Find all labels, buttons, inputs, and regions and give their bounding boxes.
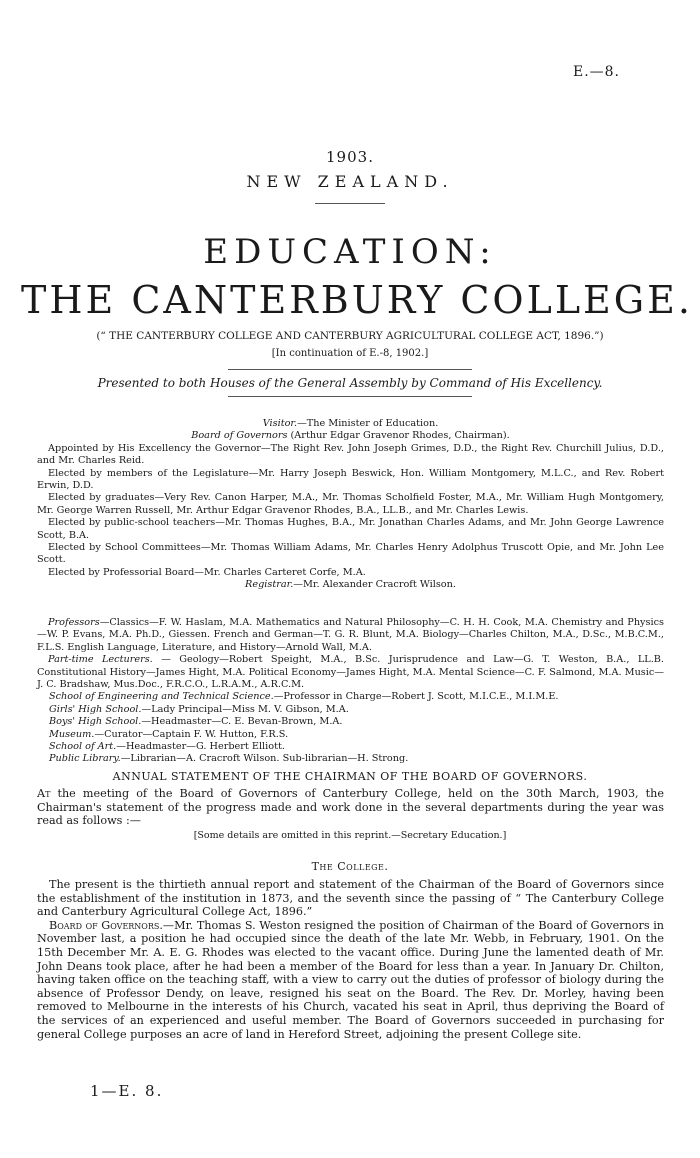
- governance-section: [37, 418, 664, 592]
- footer-reference: 1—E. 8.: [90, 1082, 164, 1100]
- lecturers-list: Part-time Lecturers. — Geology—Robert Speight, M.A., B.Sc. Jurisprudence and Law—G. T. Weston, B.A., LL.B. Constitutional History—James Hight, M.A. Political Economy—James Hight, M.A. Mental Science—C. F. Salmond, M.A. Music—J. C. Bradshaw, Mus.Doc., F.R.C.O., L.R.A.M., A.R.C.M.: [37, 654, 664, 691]
- reprint-note: [Some details are omitted in this reprint.—Secretary Education.]: [193, 830, 507, 841]
- teacher-members: Elected by public-school teachers—Mr. Thomas Hughes, B.A., Mr. Jonathan Charles Adams, and Mr. John George Lawrence Scott, B.A.: [37, 517, 664, 541]
- document-subtitle: THE CANTERBURY COLLEGE.: [21, 278, 693, 322]
- museum-line: Museum.—Curator—Captain F. W. Hutton, F.R.S.: [49, 728, 289, 740]
- engineering-line: School of Engineering and Technical Science.—Professor in Charge—Robert J. Scott, M.I.C.E., M.I.M.E.: [49, 691, 559, 703]
- statement-body: [37, 878, 664, 1041]
- registrar-line: Registrar.—Mr. Alexander Cracroft Wilson.: [245, 579, 456, 591]
- presented-line: Presented to both Houses of the General Assembly by Command of His Excellency.: [97, 376, 603, 390]
- college-heading: The College.: [311, 860, 389, 873]
- paragraph: The present is the thirtieth annual report and statement of the Chairman of the Board of Governors since the establishment of the institution in 1873, and the seventh since the passing of “ The Canterbury College and Canterbury Agricultural College Act, 1896.”: [37, 878, 664, 919]
- board-line: Board of Governors (Arthur Edgar Gravenor Rhodes, Chairman).: [191, 430, 510, 442]
- girls-school-line: Girls' High School.—Lady Principal—Miss M. V. Gibson, M.A.: [49, 703, 349, 715]
- professors-list: Professors—Classics—F. W. Haslam, M.A. Mathematics and Natural Philosophy—C. H. H. Cook, M.A. Chemistry and Physics—W. P. Evans, M.A. Ph.D., Giessen. French and German—T. G. R. Blunt, M.A. Biology—Charles Chilton, M.A., D.Sc., M.B.C.M., F.L.S. English Language, Literature, and History—Arnold Wall, M.A.: [37, 617, 664, 653]
- committee-members: Elected by School Committees—Mr. Thomas William Adams, Mr. Charles Henry Adolphus Truscott Opie, and Mr. John Lee Scott.: [37, 542, 664, 566]
- document-title: EDUCATION:: [203, 232, 497, 272]
- visitor-line: Visitor.—The Minister of Education.: [262, 418, 439, 429]
- divider: [228, 369, 472, 370]
- staff-section: [37, 617, 664, 766]
- document-country: NEW ZEALAND.: [246, 172, 454, 191]
- library-line: Public Library.—Librarian—A. Cracroft Wilson. Sub-librarian—H. Strong.: [49, 753, 409, 765]
- professorial-member: Elected by Professorial Board—Mr. Charles Carteret Corfe, M.A.: [48, 566, 366, 578]
- paragraph: Board of Governors.—Mr. Thomas S. Weston resigned the position of Chairman of the Board of Governors in November last, a position he had occupied since the death of the late Mr. Webb, in February, 1901. On the 15th December Mr. A. E. G. Rhodes was elected to the vacant office. During June the lamented death of Mr. John Deans took place, after he had been a member of the Board for less than a year. In January Dr. Chilton, having taken office on the teaching staff, with a view to carry out the duties of professor of biology during the absence of Professor Dendy, on leave, resigned his seat on the Board. The Rev. Dr. Morley, having been removed to Melbourne in the interests of his Church, vacated his seat in April, thus depriving the Board of the services of an experienced and useful member. The Board of Governors succeeded in purchasing for general College purposes an acre of land in Hereford Street, adjoining the present College site.: [37, 918, 664, 1041]
- divider: [228, 396, 472, 397]
- legislature-members: Elected by members of the Legislature—Mr. Harry Joseph Beswick, Hon. William Montgomery, M.L.C., and Rev. Robert Erwin, D.D.: [37, 467, 664, 492]
- page-reference: E.—8.: [572, 64, 620, 80]
- document-year: 1903.: [326, 148, 374, 166]
- appointed-members: Appointed by His Excellency the Governor—The Right Rev. John Joseph Grimes, D.D., the Right Rev. Churchill Julius, D.D., and Mr. Charles Reid.: [37, 442, 664, 467]
- art-school-line: School of Art.—Headmaster—G. Herbert Elliott.: [49, 741, 285, 753]
- continuation-note: [In continuation of E.-8, 1902.]: [271, 348, 429, 359]
- statement-intro: At the meeting of the Board of Governors of Canterbury College, held on the 30th March, 1903, the Chairman's statement of the progress made and work done in the several departments during the year was read as follows :—: [37, 787, 664, 828]
- graduate-members: Elected by graduates—Very Rev. Canon Harper, M.A., Mr. Thomas Scholfield Foster, M.A., Mr. William Hugh Montgomery, Mr. George Warren Russell, Mr. Arthur Edgar Gravenor Rhodes, B.A., LL.B., and Mr. Charles Lewis.: [37, 492, 664, 516]
- act-reference: (“ THE CANTERBURY COLLEGE AND CANTERBURY AGRICULTURAL COLLEGE ACT, 1896.”): [96, 330, 604, 342]
- boys-school-line: Boys' High School.—Headmaster—C. E. Bevan-Brown, M.A.: [49, 716, 343, 728]
- statement-heading: ANNUAL STATEMENT OF THE CHAIRMAN OF THE BOARD OF GOVERNORS.: [112, 770, 588, 783]
- divider: [315, 203, 385, 204]
